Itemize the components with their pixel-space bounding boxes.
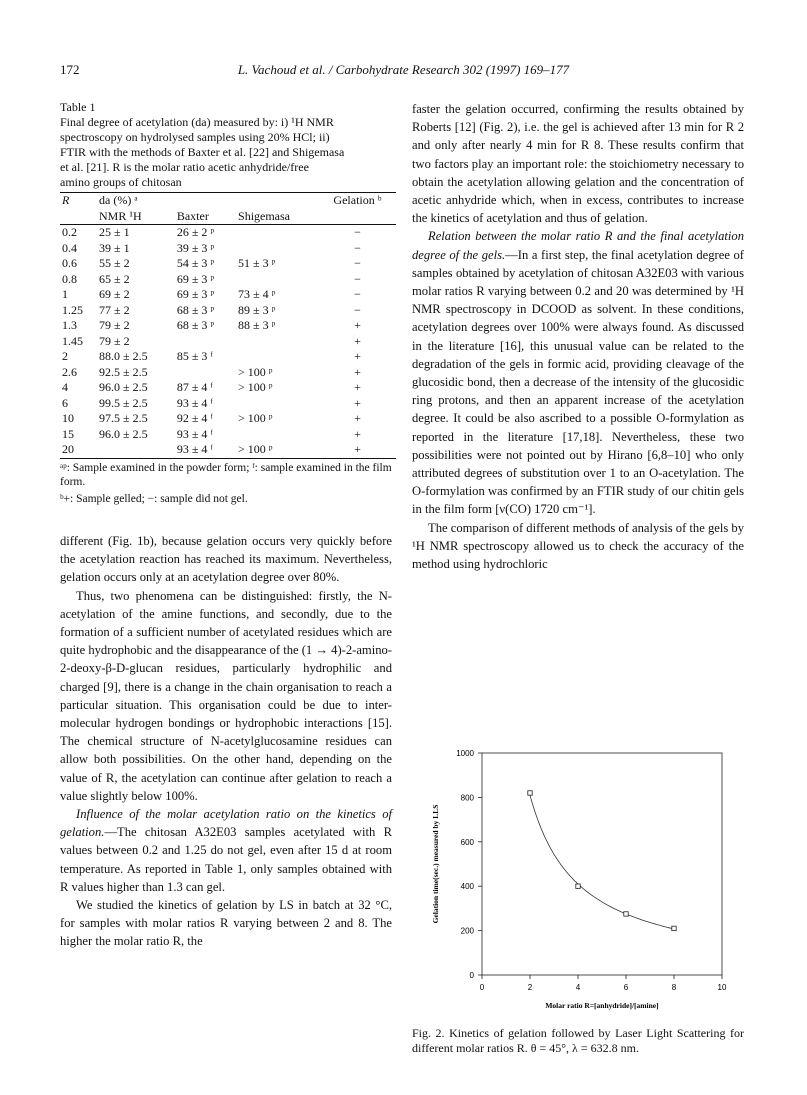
- data-point: [624, 912, 628, 916]
- cell-gelation: +: [354, 333, 361, 348]
- data-point: [672, 926, 676, 930]
- table-row: [60, 411, 396, 427]
- right-column: [412, 100, 744, 573]
- cell-baxter: [175, 365, 236, 381]
- cell-shigemasa: [236, 334, 319, 350]
- y-tick-label: 0: [469, 971, 474, 980]
- y-tick-label: 600: [460, 837, 474, 847]
- cell-baxter: 93 ± 4 ᶠ: [176, 426, 213, 441]
- table1-caption-line: amino groups of chitosan: [60, 175, 182, 189]
- cell-r: 0.6: [62, 256, 77, 270]
- table1-caption-line: et al. [21]. R is the molar ratio acetic anhydride/free: [60, 160, 309, 174]
- table1-caption-line: FTIR with the methods of Baxter et al. [22] and Shigemasa: [60, 145, 345, 159]
- cell-r: 0.8: [62, 271, 77, 286]
- y-tick-label: 800: [460, 793, 474, 803]
- table-row: [60, 442, 396, 458]
- cell-r: 6: [62, 395, 68, 410]
- cell-gelation: −: [354, 287, 361, 301]
- cell-nmr: 96.0 ± 2.5: [99, 426, 148, 441]
- table-row: [60, 272, 396, 288]
- cell-shigemasa: 51 ± 3 ᵖ: [238, 256, 276, 270]
- table1-caption-line: spectroscopy on hydrolysed samples using 20% HCl; ii): [60, 130, 330, 144]
- cell-shigemasa: > 100 ᵖ: [238, 364, 273, 379]
- cell-baxter: 92 ± 4 ᶠ: [176, 411, 213, 425]
- col-header-r: R: [60, 193, 97, 209]
- cell-r: 2: [62, 349, 68, 363]
- cell-nmr: 79 ± 2: [99, 333, 130, 348]
- cell-baxter: 68 ± 3 ᵖ: [176, 318, 215, 332]
- cell-shigemasa: [236, 349, 319, 365]
- cell-r: 1.3: [62, 318, 77, 332]
- cell-gelation: −: [354, 240, 361, 255]
- table1: [60, 192, 396, 459]
- section-heading-relation: Relation between the molar ratio R and the final acetylation degree of the gels.: [412, 229, 744, 262]
- cell-nmr: 39 ± 1: [99, 240, 130, 255]
- cell-nmr: 96.0 ± 2.5: [99, 380, 148, 394]
- section-heading-kinetics: Influence of the molar acetylation ratio on the kinetics of gelation.: [60, 807, 392, 840]
- cell-gelation: +: [354, 426, 361, 441]
- cell-baxter: 39 ± 3 ᵖ: [176, 240, 215, 255]
- cell-baxter: 68 ± 3 ᵖ: [176, 302, 215, 317]
- cell-nmr: 77 ± 2: [99, 302, 130, 317]
- x-tick-label: 8: [671, 983, 677, 992]
- x-tick-label: 10: [717, 983, 727, 992]
- col-header-da: da (%) ᵃ: [97, 193, 319, 209]
- table-row: [60, 365, 396, 381]
- y-tick-label: 200: [460, 926, 474, 936]
- table-row: [60, 427, 396, 443]
- figure-2: [412, 743, 744, 1023]
- cell-shigemasa: 73 ± 4 ᵖ: [238, 287, 276, 301]
- cell-shigemasa: > 100 ᵖ: [238, 380, 273, 394]
- figure-2-caption: Fig. 2. Kinetics of gelation followed by Laser Light Scattering for different molar ratios R. θ = 45°, λ = 632.8 nm.: [412, 1026, 744, 1055]
- cell-nmr: 92.5 ± 2.5: [99, 364, 148, 379]
- table1-footnote-b: ᵇ+: Sample gelled; −: sample did not gel.: [60, 492, 248, 505]
- fit-curve: [530, 795, 674, 929]
- cell-nmr: 55 ± 2: [99, 256, 130, 270]
- data-point: [576, 884, 580, 888]
- cell-r: 1.45: [62, 333, 83, 348]
- cell-gelation: +: [319, 442, 396, 458]
- cell-shigemasa: [236, 241, 319, 257]
- cell-baxter: 87 ± 4 ᶠ: [176, 380, 213, 394]
- cell-baxter: [175, 334, 236, 350]
- body-text: —The chitosan A32E03 samples acetylated with R values between 0.2 and 1.25 do not gel, even after 15 d at room temperature. As reported in Table 1, only samples obtained with R values higher than 1.3 can gel.: [60, 825, 392, 894]
- cell-gelation: +: [354, 318, 361, 332]
- cell-nmr: 97.5 ± 2.5: [99, 411, 148, 425]
- table1-caption-line: Final degree of acetylation (da) measured by: i) ¹H NMR: [60, 115, 334, 129]
- cell-nmr: 88.0 ± 2.5: [99, 349, 148, 363]
- cell-shigemasa: [236, 225, 319, 241]
- data-point: [528, 791, 532, 795]
- table1-caption-line: Table 1: [60, 100, 96, 114]
- cell-r: 0.4: [62, 240, 77, 255]
- cell-gelation: +: [354, 380, 361, 394]
- cell-baxter: 93 ± 4 ᶠ: [176, 395, 213, 410]
- col-header-nmr: NMR ¹H: [97, 209, 175, 225]
- cell-gelation: −: [354, 271, 361, 286]
- x-tick-label: 6: [623, 983, 629, 992]
- cell-shigemasa: [236, 396, 319, 412]
- cell-baxter: 54 ± 3 ᵖ: [176, 256, 215, 270]
- cell-nmr: 79 ± 2: [99, 318, 130, 332]
- table-row: [60, 303, 396, 319]
- y-tick-label: 1000: [456, 749, 474, 758]
- cell-shigemasa: 88 ± 3 ᵖ: [238, 318, 276, 332]
- plot-frame: [482, 753, 722, 975]
- cell-shigemasa: > 100 ᵖ: [238, 411, 273, 425]
- cell-r: 15: [62, 426, 74, 441]
- left-column: [60, 100, 392, 951]
- table-row: [60, 318, 396, 334]
- table-row: [60, 396, 396, 412]
- gelation-chart: [412, 743, 744, 1023]
- cell-nmr: 25 ± 1: [99, 225, 130, 239]
- x-tick-label: 2: [527, 983, 533, 992]
- table-row: [60, 225, 396, 241]
- cell-baxter: 93 ± 4 ᶠ: [175, 442, 236, 458]
- cell-nmr: 99.5 ± 2.5: [99, 395, 148, 410]
- body-text: —In a first step, the final acetylation degree of samples obtained by acetylation of chitosan A32E03 with various molar ratios R varying between 0.2 and 20 was determined by ¹H NMR spectroscopy in DCOOD as solvent. In these conditions, acetylation degrees over 100% were always found. As discussed in the literature [16], this unusual value can be related to the degradation of the gels in formic acid, providing cleavage of the glucosidic bond, then a decrease of the intensity of the glucosidic ring protons, and then an apparent increase of the acetylation degree. It could be also ascribed to a possible O-formylation as reported in the literature [17,18]. Nevertheless, these two possibilities were not pointed out by Hirano [6,8–10] who only attributed degrees of substitution over 1 to an O-acetylation. The O-formylation was confirmed by an FTIR study of our chitin gels in the film form [ν(CO) 1720 cm⁻¹].: [412, 247, 745, 517]
- cell-shigemasa: [236, 272, 319, 288]
- cell-gelation: −: [354, 256, 361, 270]
- cell-r: 2.6: [62, 364, 77, 379]
- y-axis-label: Gelation time(sec.) measured by LLS: [431, 804, 440, 924]
- col-header-baxter: Baxter: [175, 209, 236, 225]
- cell-baxter: 26 ± 2 ᵖ: [176, 225, 215, 239]
- cell-r: 0.2: [62, 225, 77, 239]
- cell-gelation: +: [354, 349, 361, 363]
- x-axis-label: Molar ratio R=[anhydride]/[amine]: [545, 1001, 659, 1010]
- body-paragraph: We studied the kinetics of gelation by LS in batch at 32 °C, for samples with molar ratios R varying between 2 and 8. The higher the molar ratio R, the: [60, 898, 392, 949]
- cell-nmr: 69 ± 2: [99, 287, 130, 301]
- x-tick-label: 0: [479, 983, 485, 992]
- cell-r: 1.25: [62, 302, 83, 317]
- x-tick-label: 4: [575, 983, 581, 992]
- cell-r: 1: [62, 287, 68, 301]
- cell-gelation: −: [354, 225, 361, 239]
- cell-baxter: 69 ± 3 ᵖ: [176, 287, 215, 301]
- page-number: 172: [60, 62, 80, 77]
- table-row: [60, 256, 396, 272]
- cell-gelation: +: [354, 395, 361, 410]
- body-paragraph: The comparison of different methods of analysis of the gels by ¹H NMR spectroscopy allowed us to check the accuracy of the method using hydrochloric: [412, 520, 744, 572]
- cell-gelation: +: [354, 364, 361, 379]
- table-row: [60, 241, 396, 257]
- cell-baxter: 85 ± 3 ᶠ: [176, 349, 213, 363]
- cell-gelation: −: [354, 302, 361, 317]
- running-head: L. Vachoud et al. / Carbohydrate Research 302 (1997) 169–177: [237, 62, 570, 77]
- cell-r: 10: [62, 411, 74, 425]
- cell-gelation: +: [354, 411, 361, 425]
- table-row: [60, 349, 396, 365]
- table-row: [60, 287, 396, 303]
- body-paragraph: faster the gelation occurred, confirming the results obtained by Roberts [12] (Fig. 2), i.e. the gel is achieved after 13 min for R 2 and only after nearly 4 min for R 8. These results confirm that two factors play an important role: the stoichiometry necessary to obtain the acetylation allowing gelation and the concentration of acetic anhydride which, when in excess, contributes to increase the kinetics of acetylation and thus of gelation.: [412, 102, 744, 226]
- table-row: [60, 334, 396, 350]
- body-paragraph: Thus, two phenomena can be distinguished: firstly, the N-acetylation of the amine functions, and secondly, due to the formation of a sufficient number of acetylated residues which are quite hydrophobic and the disappearance of the (1 → 4)-2-amino-2-deoxy-β-D-glucan residues, particularly hydrophilic and charged [9], there is a change in the chain organisation to reach a particular situation. This organisation could be due to inter-molecular hydrogen bondings or hydrophobic interactions [15]. The chemical structure of N-acetylglucosamine residues can allow both possibilities. On the other hand, depending on the value of R, the acetylation can continue after gelation to reach a value slightly below 100%.: [60, 588, 392, 803]
- col-header-gelation: Gelation ᵇ: [319, 193, 396, 209]
- cell-nmr: [97, 442, 175, 458]
- cell-shigemasa: 89 ± 3 ᵖ: [238, 302, 276, 317]
- cell-r: 4: [62, 380, 68, 394]
- table1-caption: [60, 100, 392, 190]
- table-row: [60, 380, 396, 396]
- y-tick-label: 400: [460, 882, 474, 892]
- body-paragraph: different (Fig. 1b), because gelation occurs very quickly before the acetylation reaction has reached its maximum. Nevertheless, gelation occurs only at an acetylation degree over 80%.: [60, 534, 392, 585]
- table1-footnote-a: ᵃᵖ: Sample examined in the powder form; ᶠ: sample examined in the film form.: [60, 461, 392, 488]
- cell-shigemasa: [236, 427, 319, 443]
- cell-baxter: 69 ± 3 ᵖ: [176, 271, 215, 286]
- col-header-shigemasa: Shigemasa: [236, 209, 319, 225]
- cell-nmr: 65 ± 2: [99, 271, 130, 286]
- cell-r: 20: [60, 442, 97, 458]
- cell-shigemasa: > 100 ᵖ: [236, 442, 319, 458]
